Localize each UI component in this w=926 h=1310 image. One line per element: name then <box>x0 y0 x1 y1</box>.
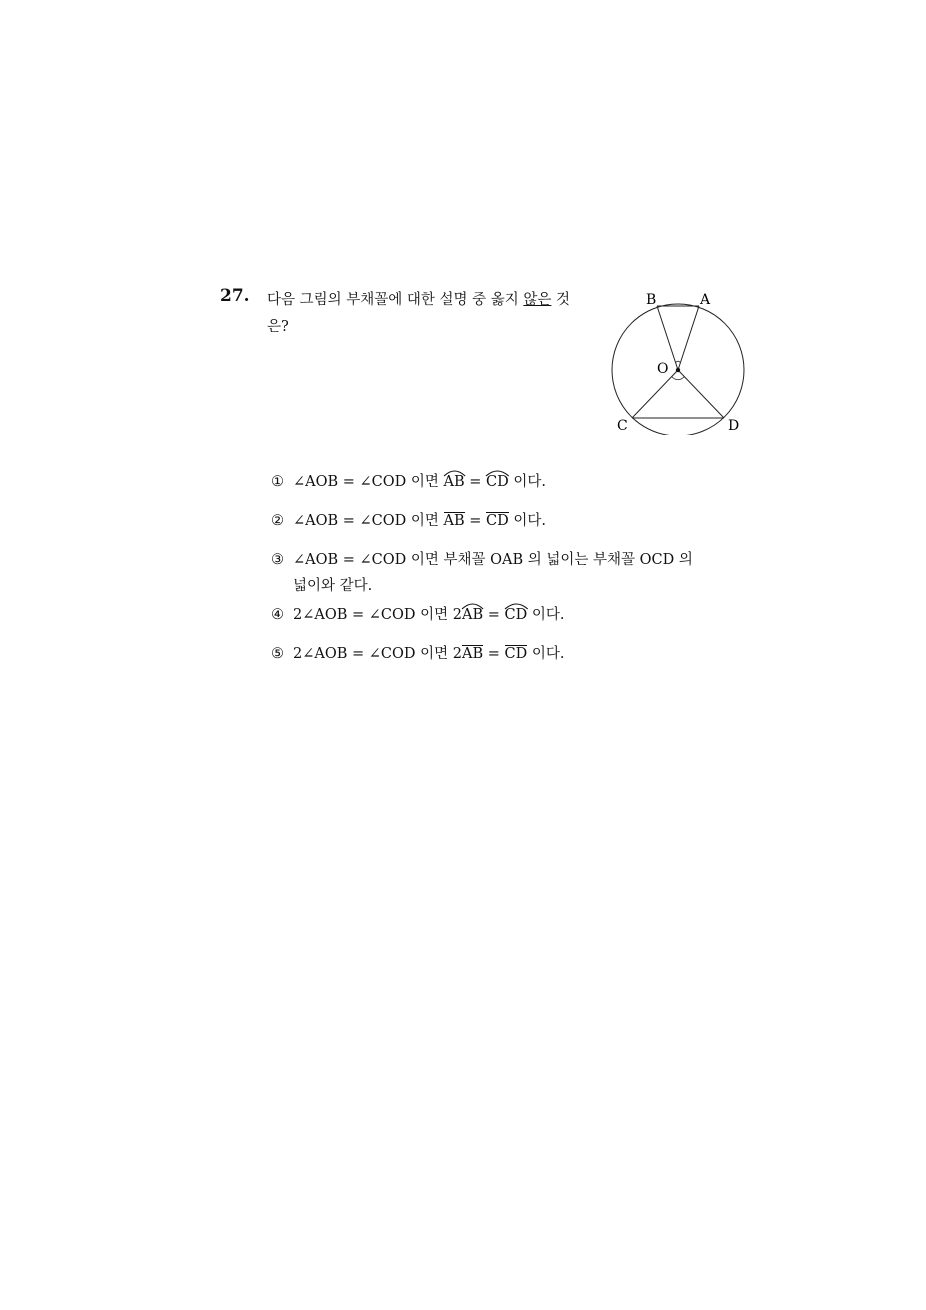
arc-AB-text: AB <box>443 474 465 490</box>
question-underlined-word: 않은 <box>523 292 552 308</box>
segment-AB: AB <box>461 646 484 662</box>
segment-AB: AB <box>443 513 465 529</box>
arc-AB-text: AB <box>461 607 484 623</box>
label-O: O <box>657 361 669 377</box>
label-D: D <box>728 418 740 434</box>
arc-CD-text: CD <box>486 474 509 490</box>
choice-text-post: 이다. <box>527 646 565 662</box>
arc-CD <box>486 470 509 490</box>
segment-OA <box>678 306 699 370</box>
choice-2 <box>271 509 546 530</box>
segment-OC <box>632 370 678 418</box>
choice-number: ⑤ <box>271 646 284 662</box>
choice-number: ① <box>271 474 284 490</box>
question-text <box>267 287 607 341</box>
choice-eq: = <box>483 646 505 662</box>
segment-OD <box>678 370 724 418</box>
choice-1 <box>271 470 546 491</box>
question-text-line2: 은? <box>267 319 289 335</box>
question-number: 27. <box>220 286 250 306</box>
choice-text-line1: ∠AOB = ∠COD 이면 부채꼴 OAB 의 넓이는 부채꼴 OCD 의 <box>293 552 693 568</box>
segment-CD: CD <box>486 513 509 529</box>
choice-number: ② <box>271 513 284 529</box>
angle-mark-AOB <box>676 361 680 362</box>
label-B: B <box>646 292 657 308</box>
label-C: C <box>617 418 628 434</box>
label-A: A <box>700 292 711 308</box>
choice-text-pre: 2∠AOB = ∠COD 이면 2 <box>293 607 462 623</box>
choice-3 <box>271 548 693 569</box>
arc-CD-text: CD <box>504 607 528 623</box>
angle-mark-COD <box>672 377 685 380</box>
choice-text-pre: ∠AOB = ∠COD 이면 <box>293 513 444 529</box>
circle-sector-figure <box>605 285 755 435</box>
choice-eq: = <box>483 607 505 623</box>
question-text-part1: 다음 그림의 부채꼴에 대한 설명 중 옳지 <box>267 292 524 308</box>
arc-AB <box>462 603 483 623</box>
choice-number: ④ <box>271 607 284 623</box>
choice-eq: = <box>464 474 487 490</box>
segment-CD: CD <box>504 646 528 662</box>
choice-text-post: 이다. <box>527 607 565 623</box>
choice-3-line2: 넓이와 같다. <box>293 578 373 594</box>
arc-CD <box>505 603 528 623</box>
choice-number: ③ <box>271 552 284 568</box>
choice-text-pre: ∠AOB = ∠COD 이면 <box>293 474 444 490</box>
question-text-part2: 것 <box>551 292 571 308</box>
choice-text-post: 이다. <box>508 474 547 490</box>
choice-text-pre: 2∠AOB = ∠COD 이면 2 <box>293 646 462 662</box>
center-point <box>676 368 680 372</box>
choice-eq: = <box>464 513 487 529</box>
choice-5 <box>271 642 564 663</box>
arc-AB <box>444 470 465 490</box>
choice-text-post: 이다. <box>508 513 547 529</box>
choice-4 <box>271 603 564 624</box>
